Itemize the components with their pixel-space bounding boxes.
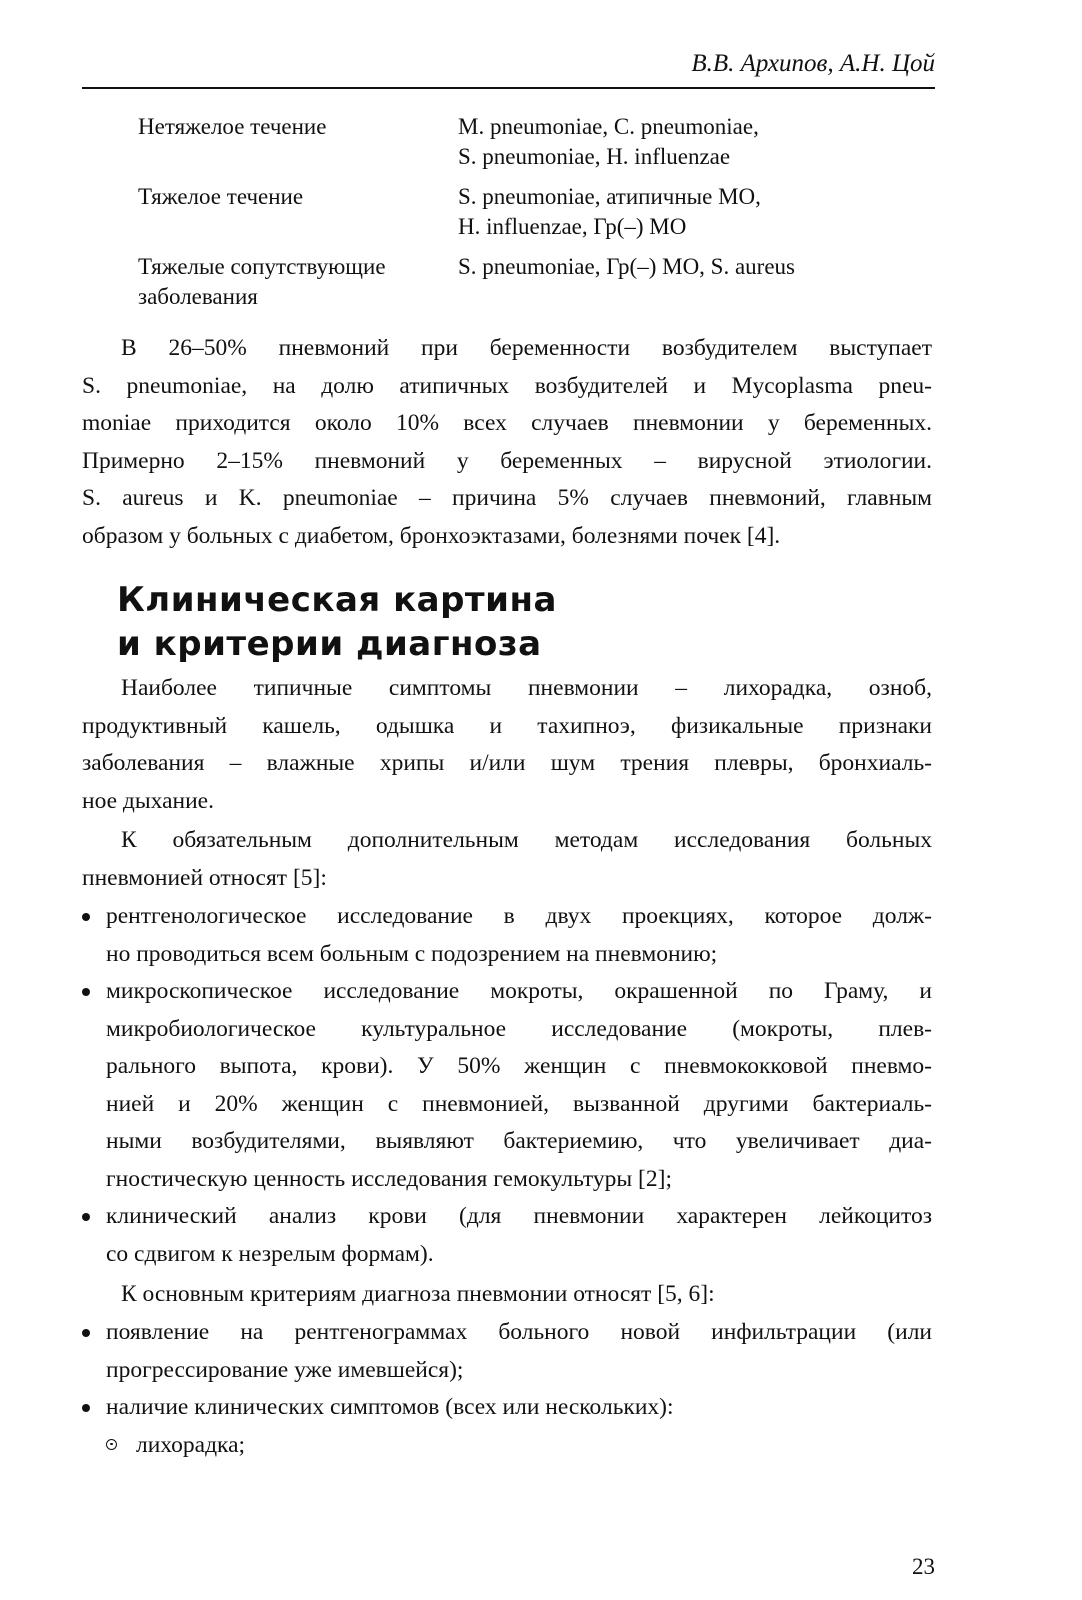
- paragraph-methods-intro: К обязательным дополнительным методам исследования больных пневмонией относят [5]:: [82, 827, 932, 891]
- list-item: появление на рентгенограммах больного новой инфильтрации (или прогрессирование уже имевшейся);: [82, 1314, 932, 1389]
- sub-list-item: лихорадка;: [106, 1427, 932, 1465]
- table-cell-pathogens: S. pneumoniae, Гр(–) МО, S. aureus: [458, 254, 795, 279]
- table-cell-pathogens: M. pneumoniae, C. pneumoniae, S. pneumoniae, H. influenzae: [458, 114, 759, 169]
- bullet-icon: [82, 1404, 90, 1412]
- paragraph-symptoms: Наиболее типичные симптомы пневмонии – лихорадка, озноб, продуктивный кашель, одышка и тахипноэ, физикальные признаки заболевания – влажные хрипы и/или шум трения плевры, бронхиаль- ное дыхание.: [82, 675, 932, 814]
- header-rule: [82, 87, 935, 89]
- bullet-icon: [82, 1213, 90, 1221]
- criteria-list: [82, 1314, 932, 1464]
- table-row: [138, 112, 928, 182]
- table-cell-severity: Тяжелые сопутствующие заболевания: [138, 254, 386, 309]
- paragraph-etiology: В 26–50% пневмоний при беременности возбудителем выступает S. pneumoniae, на долю атипичных возбудителей и Mycoplasma pneu- moniae приходится около 10% всех случаев пневмонии у беременных. Примерно 2–15% пневмоний у беременных – вирусной этиологии. S. aureus и K. pneumoniae – причина 5% случаев пневмоний, главным образом у больных с диабетом, бронхоэктазами, болезнями почек [4].: [82, 335, 932, 549]
- table-cell-pathogens: S. pneumoniae, атипичные МО, H. influenzae, Гр(–) МО: [458, 184, 761, 239]
- list-item: клинический анализ крови (для пневмонии характерен лейкоцитоз со сдвигом к незрелым формам).: [82, 1198, 932, 1273]
- paragraph-criteria-intro: К основным критериям диагноза пневмонии относят [5, 6]:: [121, 1281, 715, 1307]
- list-item: микроскопическое исследование мокроты, окрашенной по Граму, и микробиологическое культуральное исследование (мокроты, плев- рального выпота, крови). У 50% женщин с пневмококковой пневмо- нией и 20% женщин с пневмонией, вызванной другими бактериаль- ными возбудителями, выявляют бактериемию, что увеличивает диа- гностическую ценность исследования гемокультуры [2];: [82, 973, 932, 1198]
- methods-list: [82, 898, 932, 1273]
- section-heading: Клиническая картина и критерии диагноза: [117, 580, 557, 664]
- table-cell-severity: Нетяжелое течение: [138, 114, 327, 139]
- table-row: [138, 182, 928, 252]
- circle-bullet-icon: [106, 1439, 117, 1450]
- list-item: наличие клинических симптомов (всех или нескольких):: [82, 1389, 932, 1427]
- table-row: [138, 252, 928, 322]
- bullet-icon: [82, 1329, 90, 1337]
- page-number: 23: [912, 1554, 935, 1579]
- bullet-icon: [82, 913, 90, 921]
- list-item: рентгенологическое исследование в двух проекциях, которое долж- но проводиться всем больным с подозрением на пневмонию;: [82, 898, 932, 973]
- pathogen-table: [138, 112, 928, 322]
- table-cell-severity: Тяжелое течение: [138, 184, 304, 209]
- running-header: В.В. Архипов, А.Н. Цой: [691, 50, 935, 77]
- bullet-icon: [82, 988, 90, 996]
